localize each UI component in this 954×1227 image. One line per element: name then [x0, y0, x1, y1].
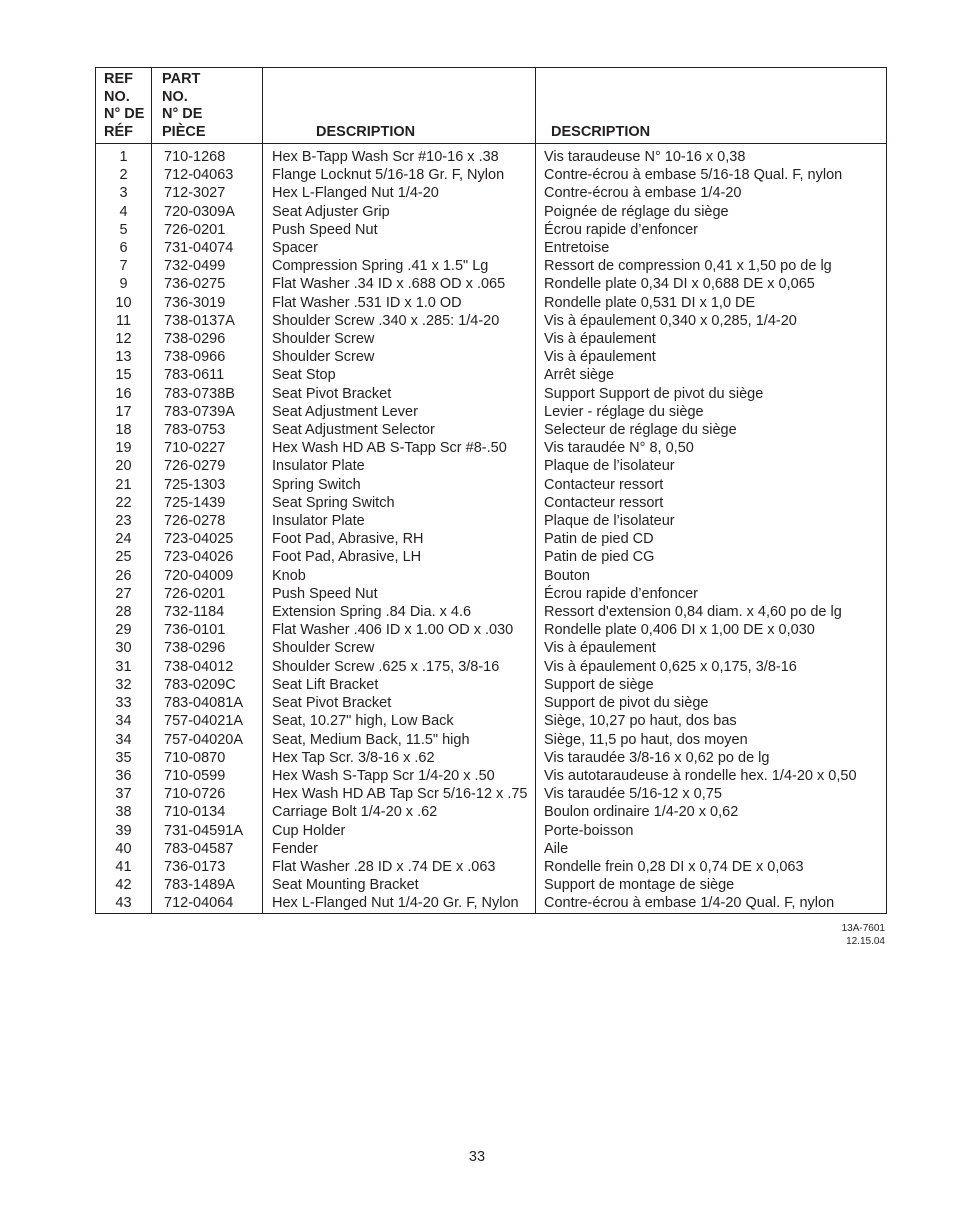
table-row — [96, 712, 887, 730]
description-english-cell: Hex L-Flanged Nut 1/4-20 Gr. F, Nylon — [263, 894, 536, 913]
ref-cell: 16 — [96, 385, 152, 403]
ref-cell: 9 — [96, 275, 152, 293]
part-number-cell: 736-0101 — [152, 621, 263, 639]
ref-cell: 30 — [96, 639, 152, 657]
description-english-cell: Insulator Plate — [263, 512, 536, 530]
table-row — [96, 439, 887, 457]
description-english-cell: Shoulder Screw .340 x .285: 1/4-20 — [263, 312, 536, 330]
part-number-cell: 783-0739A — [152, 403, 263, 421]
part-number-cell: 783-04081A — [152, 694, 263, 712]
ref-cell: 42 — [96, 876, 152, 894]
description-french-cell: Arrêt siège — [536, 366, 887, 384]
description-english-cell: Hex L-Flanged Nut 1/4-20 — [263, 184, 536, 202]
part-number-cell: 720-04009 — [152, 567, 263, 585]
description-french-cell: Poignée de réglage du siège — [536, 203, 887, 221]
description-english-cell: Flange Locknut 5/16-18 Gr. F, Nylon — [263, 166, 536, 184]
table-row — [96, 512, 887, 530]
ref-cell: 31 — [96, 658, 152, 676]
part-number-cell: 736-3019 — [152, 294, 263, 312]
part-number-cell: 712-04064 — [152, 894, 263, 913]
description-french-cell: Contre-écrou à embase 5/16-18 Qual. F, nylon — [536, 166, 887, 184]
table-row — [96, 785, 887, 803]
table-row — [96, 876, 887, 894]
part-number-cell: 710-0227 — [152, 439, 263, 457]
description-english-cell: Cup Holder — [263, 822, 536, 840]
table-row — [96, 548, 887, 566]
description-french-cell: Rondelle plate 0,406 DI x 1,00 DE x 0,030 — [536, 621, 887, 639]
table-row — [96, 275, 887, 293]
part-number-cell: 723-04025 — [152, 530, 263, 548]
description-english-cell: Hex Wash S-Tapp Scr 1/4-20 x .50 — [263, 767, 536, 785]
part-number-cell: 712-04063 — [152, 166, 263, 184]
description-french-cell: Vis taraudée 5/16-12 x 0,75 — [536, 785, 887, 803]
description-english-cell: Hex Wash HD AB Tap Scr 5/16-12 x .75 — [263, 785, 536, 803]
part-number-cell: 731-04591A — [152, 822, 263, 840]
table-row — [96, 603, 887, 621]
table-row — [96, 366, 887, 384]
table-row — [96, 822, 887, 840]
description-french-cell: Levier - réglage du siège — [536, 403, 887, 421]
description-french-cell: Selecteur de réglage du siège — [536, 421, 887, 439]
description-english-cell: Shoulder Screw .625 x .175, 3/8-16 — [263, 658, 536, 676]
ref-cell: 20 — [96, 457, 152, 475]
description-english-cell: Seat Spring Switch — [263, 494, 536, 512]
ref-cell: 17 — [96, 403, 152, 421]
document-number: 13A-7601 — [841, 923, 885, 934]
description-english-cell: Seat Mounting Bracket — [263, 876, 536, 894]
description-french-cell: Vis à épaulement — [536, 639, 887, 657]
description-french-cell: Rondelle frein 0,28 DI x 0,74 DE x 0,063 — [536, 858, 887, 876]
description-french-cell: Contacteur ressort — [536, 476, 887, 494]
description-french-cell: Siège, 11,5 po haut, dos moyen — [536, 731, 887, 749]
table-row — [96, 530, 887, 548]
table-row — [96, 348, 887, 366]
description-french-cell: Vis taraudeuse N° 10-16 x 0,38 — [536, 144, 887, 167]
description-french-cell: Vis à épaulement 0,625 x 0,175, 3/8-16 — [536, 658, 887, 676]
document-code — [842, 922, 885, 948]
description-french-cell: Porte-boisson — [536, 822, 887, 840]
description-english-cell: Foot Pad, Abrasive, RH — [263, 530, 536, 548]
description-french-cell: Contre-écrou à embase 1/4-20 — [536, 184, 887, 202]
table-row — [96, 457, 887, 475]
description-french-cell: Aile — [536, 840, 887, 858]
ref-cell: 13 — [96, 348, 152, 366]
part-number-cell: 710-0134 — [152, 803, 263, 821]
ref-cell: 4 — [96, 203, 152, 221]
ref-cell: 41 — [96, 858, 152, 876]
part-number-cell: 726-0201 — [152, 585, 263, 603]
table-row — [96, 658, 887, 676]
ref-cell: 6 — [96, 239, 152, 257]
ref-cell: 36 — [96, 767, 152, 785]
page-number: 33 — [468, 1149, 486, 1165]
table-row — [96, 585, 887, 603]
description-english-cell: Shoulder Screw — [263, 639, 536, 657]
ref-cell: 19 — [96, 439, 152, 457]
description-french-cell: Ressort d'extension 0,84 diam. x 4,60 po de lg — [536, 603, 887, 621]
table-row — [96, 894, 887, 913]
table-row — [96, 639, 887, 657]
table-row — [96, 312, 887, 330]
table-row — [96, 476, 887, 494]
part-number-cell: 726-0279 — [152, 457, 263, 475]
part-number-cell: 783-0611 — [152, 366, 263, 384]
part-number-cell: 738-0137A — [152, 312, 263, 330]
part-number-cell: 736-0275 — [152, 275, 263, 293]
part-number-cell: 710-0726 — [152, 785, 263, 803]
ref-cell: 5 — [96, 221, 152, 239]
table-row — [96, 421, 887, 439]
table-row — [96, 239, 887, 257]
table-row — [96, 567, 887, 585]
ref-no-header: REF NO. N° DE RÉF — [96, 68, 152, 144]
part-number-cell: 738-0296 — [152, 639, 263, 657]
description-french-cell: Écrou rapide d’enfoncer — [536, 221, 887, 239]
table-row — [96, 749, 887, 767]
description-french-cell: Entretoise — [536, 239, 887, 257]
part-number-cell: 720-0309A — [152, 203, 263, 221]
part-number-cell: 783-1489A — [152, 876, 263, 894]
description-english-cell: Seat, 10.27" high, Low Back — [263, 712, 536, 730]
description-french-cell: Vis autotaraudeuse à rondelle hex. 1/4-20 x 0,50 — [536, 767, 887, 785]
ref-cell: 38 — [96, 803, 152, 821]
ref-cell: 22 — [96, 494, 152, 512]
ref-cell: 2 — [96, 166, 152, 184]
table-row — [96, 840, 887, 858]
description-french-cell: Support Support de pivot du siège — [536, 385, 887, 403]
ref-cell: 12 — [96, 330, 152, 348]
parts-table — [95, 67, 887, 914]
ref-cell: 1 — [96, 144, 152, 167]
description-english-cell: Hex Wash HD AB S-Tapp Scr #8-.50 — [263, 439, 536, 457]
part-number-cell: 783-0738B — [152, 385, 263, 403]
table-row — [96, 621, 887, 639]
part-number-cell: 710-1268 — [152, 144, 263, 167]
document-date: 12.15.04 — [846, 936, 885, 947]
description-french-cell: Boulon ordinaire 1/4-20 x 0,62 — [536, 803, 887, 821]
description-english-cell: Hex B-Tapp Wash Scr #10-16 x .38 — [263, 144, 536, 167]
description-english-cell: Seat Adjustment Lever — [263, 403, 536, 421]
description-english-cell: Seat Stop — [263, 366, 536, 384]
description-french-header: DESCRIPTION — [536, 68, 887, 144]
description-english-cell: Flat Washer .28 ID x .74 DE x .063 — [263, 858, 536, 876]
description-english-cell: Seat Pivot Bracket — [263, 694, 536, 712]
table-row — [96, 144, 887, 167]
description-english-cell: Shoulder Screw — [263, 348, 536, 366]
description-english-cell: Extension Spring .84 Dia. x 4.6 — [263, 603, 536, 621]
part-number-cell: 732-0499 — [152, 257, 263, 275]
ref-cell: 23 — [96, 512, 152, 530]
table-header-row — [96, 68, 887, 144]
description-french-cell: Patin de pied CD — [536, 530, 887, 548]
table-row — [96, 731, 887, 749]
description-french-cell: Rondelle plate 0,34 DI x 0,688 DE x 0,065 — [536, 275, 887, 293]
part-number-cell: 783-0209C — [152, 676, 263, 694]
ref-cell: 7 — [96, 257, 152, 275]
ref-cell: 32 — [96, 676, 152, 694]
part-number-cell: 712-3027 — [152, 184, 263, 202]
part-number-cell: 731-04074 — [152, 239, 263, 257]
description-english-cell: Shoulder Screw — [263, 330, 536, 348]
ref-cell: 3 — [96, 184, 152, 202]
table-row — [96, 676, 887, 694]
part-number-cell: 738-0966 — [152, 348, 263, 366]
part-no-header: PART NO. N° DE PIÈCE — [152, 68, 263, 144]
description-english-cell: Knob — [263, 567, 536, 585]
ref-cell: 24 — [96, 530, 152, 548]
ref-cell: 15 — [96, 366, 152, 384]
part-number-cell: 736-0173 — [152, 858, 263, 876]
part-number-cell: 723-04026 — [152, 548, 263, 566]
description-english-header: DESCRIPTION — [263, 68, 536, 144]
part-number-cell: 783-04587 — [152, 840, 263, 858]
table-row — [96, 221, 887, 239]
description-french-cell: Bouton — [536, 567, 887, 585]
part-number-cell: 757-04021A — [152, 712, 263, 730]
part-number-cell: 725-1303 — [152, 476, 263, 494]
ref-cell: 40 — [96, 840, 152, 858]
description-french-cell: Contre-écrou à embase 1/4-20 Qual. F, nylon — [536, 894, 887, 913]
description-english-cell: Carriage Bolt 1/4-20 x .62 — [263, 803, 536, 821]
part-number-cell: 783-0753 — [152, 421, 263, 439]
part-number-cell: 738-0296 — [152, 330, 263, 348]
table-row — [96, 494, 887, 512]
description-english-cell: Seat Adjustment Selector — [263, 421, 536, 439]
table-row — [96, 257, 887, 275]
table-row — [96, 803, 887, 821]
table-row — [96, 203, 887, 221]
parts-table-body — [96, 144, 887, 914]
table-row — [96, 166, 887, 184]
ref-cell: 18 — [96, 421, 152, 439]
description-english-cell: Seat Lift Bracket — [263, 676, 536, 694]
table-row — [96, 403, 887, 421]
ref-cell: 26 — [96, 567, 152, 585]
description-french-cell: Vis taraudée N° 8, 0,50 — [536, 439, 887, 457]
ref-cell: 39 — [96, 822, 152, 840]
table-row — [96, 294, 887, 312]
description-french-cell: Rondelle plate 0,531 DI x 1,0 DE — [536, 294, 887, 312]
description-english-cell: Hex Tap Scr. 3/8-16 x .62 — [263, 749, 536, 767]
ref-cell: 34 — [96, 731, 152, 749]
ref-cell: 37 — [96, 785, 152, 803]
ref-cell: 11 — [96, 312, 152, 330]
description-french-cell: Ressort de compression 0,41 x 1,50 po de lg — [536, 257, 887, 275]
description-french-cell: Patin de pied CG — [536, 548, 887, 566]
description-english-cell: Seat, Medium Back, 11.5" high — [263, 731, 536, 749]
part-number-cell: 710-0599 — [152, 767, 263, 785]
table-row — [96, 184, 887, 202]
description-english-cell: Spring Switch — [263, 476, 536, 494]
table-row — [96, 694, 887, 712]
description-french-cell: Plaque de l’isolateur — [536, 512, 887, 530]
ref-cell: 10 — [96, 294, 152, 312]
part-number-cell: 726-0278 — [152, 512, 263, 530]
ref-cell: 27 — [96, 585, 152, 603]
description-french-cell: Support de siège — [536, 676, 887, 694]
part-number-cell: 726-0201 — [152, 221, 263, 239]
table-row — [96, 858, 887, 876]
part-number-cell: 738-04012 — [152, 658, 263, 676]
description-french-cell: Vis taraudée 3/8-16 x 0,62 po de lg — [536, 749, 887, 767]
description-english-cell: Compression Spring .41 x 1.5" Lg — [263, 257, 536, 275]
ref-cell: 35 — [96, 749, 152, 767]
table-row — [96, 767, 887, 785]
description-french-cell: Contacteur ressort — [536, 494, 887, 512]
table-row — [96, 385, 887, 403]
description-english-cell: Insulator Plate — [263, 457, 536, 475]
ref-cell: 29 — [96, 621, 152, 639]
ref-cell: 25 — [96, 548, 152, 566]
description-english-cell: Flat Washer .406 ID x 1.00 OD x .030 — [263, 621, 536, 639]
description-english-cell: Seat Pivot Bracket — [263, 385, 536, 403]
description-french-cell: Support de pivot du siège — [536, 694, 887, 712]
description-english-cell: Push Speed Nut — [263, 221, 536, 239]
description-english-cell: Push Speed Nut — [263, 585, 536, 603]
description-english-cell: Spacer — [263, 239, 536, 257]
table-row — [96, 330, 887, 348]
description-french-cell: Vis à épaulement 0,340 x 0,285, 1/4-20 — [536, 312, 887, 330]
description-french-cell: Support de montage de siège — [536, 876, 887, 894]
description-french-cell: Vis à épaulement — [536, 330, 887, 348]
description-english-cell: Seat Adjuster Grip — [263, 203, 536, 221]
ref-cell: 28 — [96, 603, 152, 621]
description-french-cell: Plaque de l’isolateur — [536, 457, 887, 475]
ref-cell: 43 — [96, 894, 152, 913]
description-english-cell: Flat Washer .531 ID x 1.0 OD — [263, 294, 536, 312]
description-english-cell: Foot Pad, Abrasive, LH — [263, 548, 536, 566]
description-french-cell: Écrou rapide d’enfoncer — [536, 585, 887, 603]
description-english-cell: Fender — [263, 840, 536, 858]
ref-cell: 34 — [96, 712, 152, 730]
part-number-cell: 710-0870 — [152, 749, 263, 767]
description-french-cell: Siège, 10,27 po haut, dos bas — [536, 712, 887, 730]
part-number-cell: 732-1184 — [152, 603, 263, 621]
part-number-cell: 725-1439 — [152, 494, 263, 512]
part-number-cell: 757-04020A — [152, 731, 263, 749]
description-french-cell: Vis à épaulement — [536, 348, 887, 366]
description-english-cell: Flat Washer .34 ID x .688 OD x .065 — [263, 275, 536, 293]
ref-cell: 21 — [96, 476, 152, 494]
ref-cell: 33 — [96, 694, 152, 712]
